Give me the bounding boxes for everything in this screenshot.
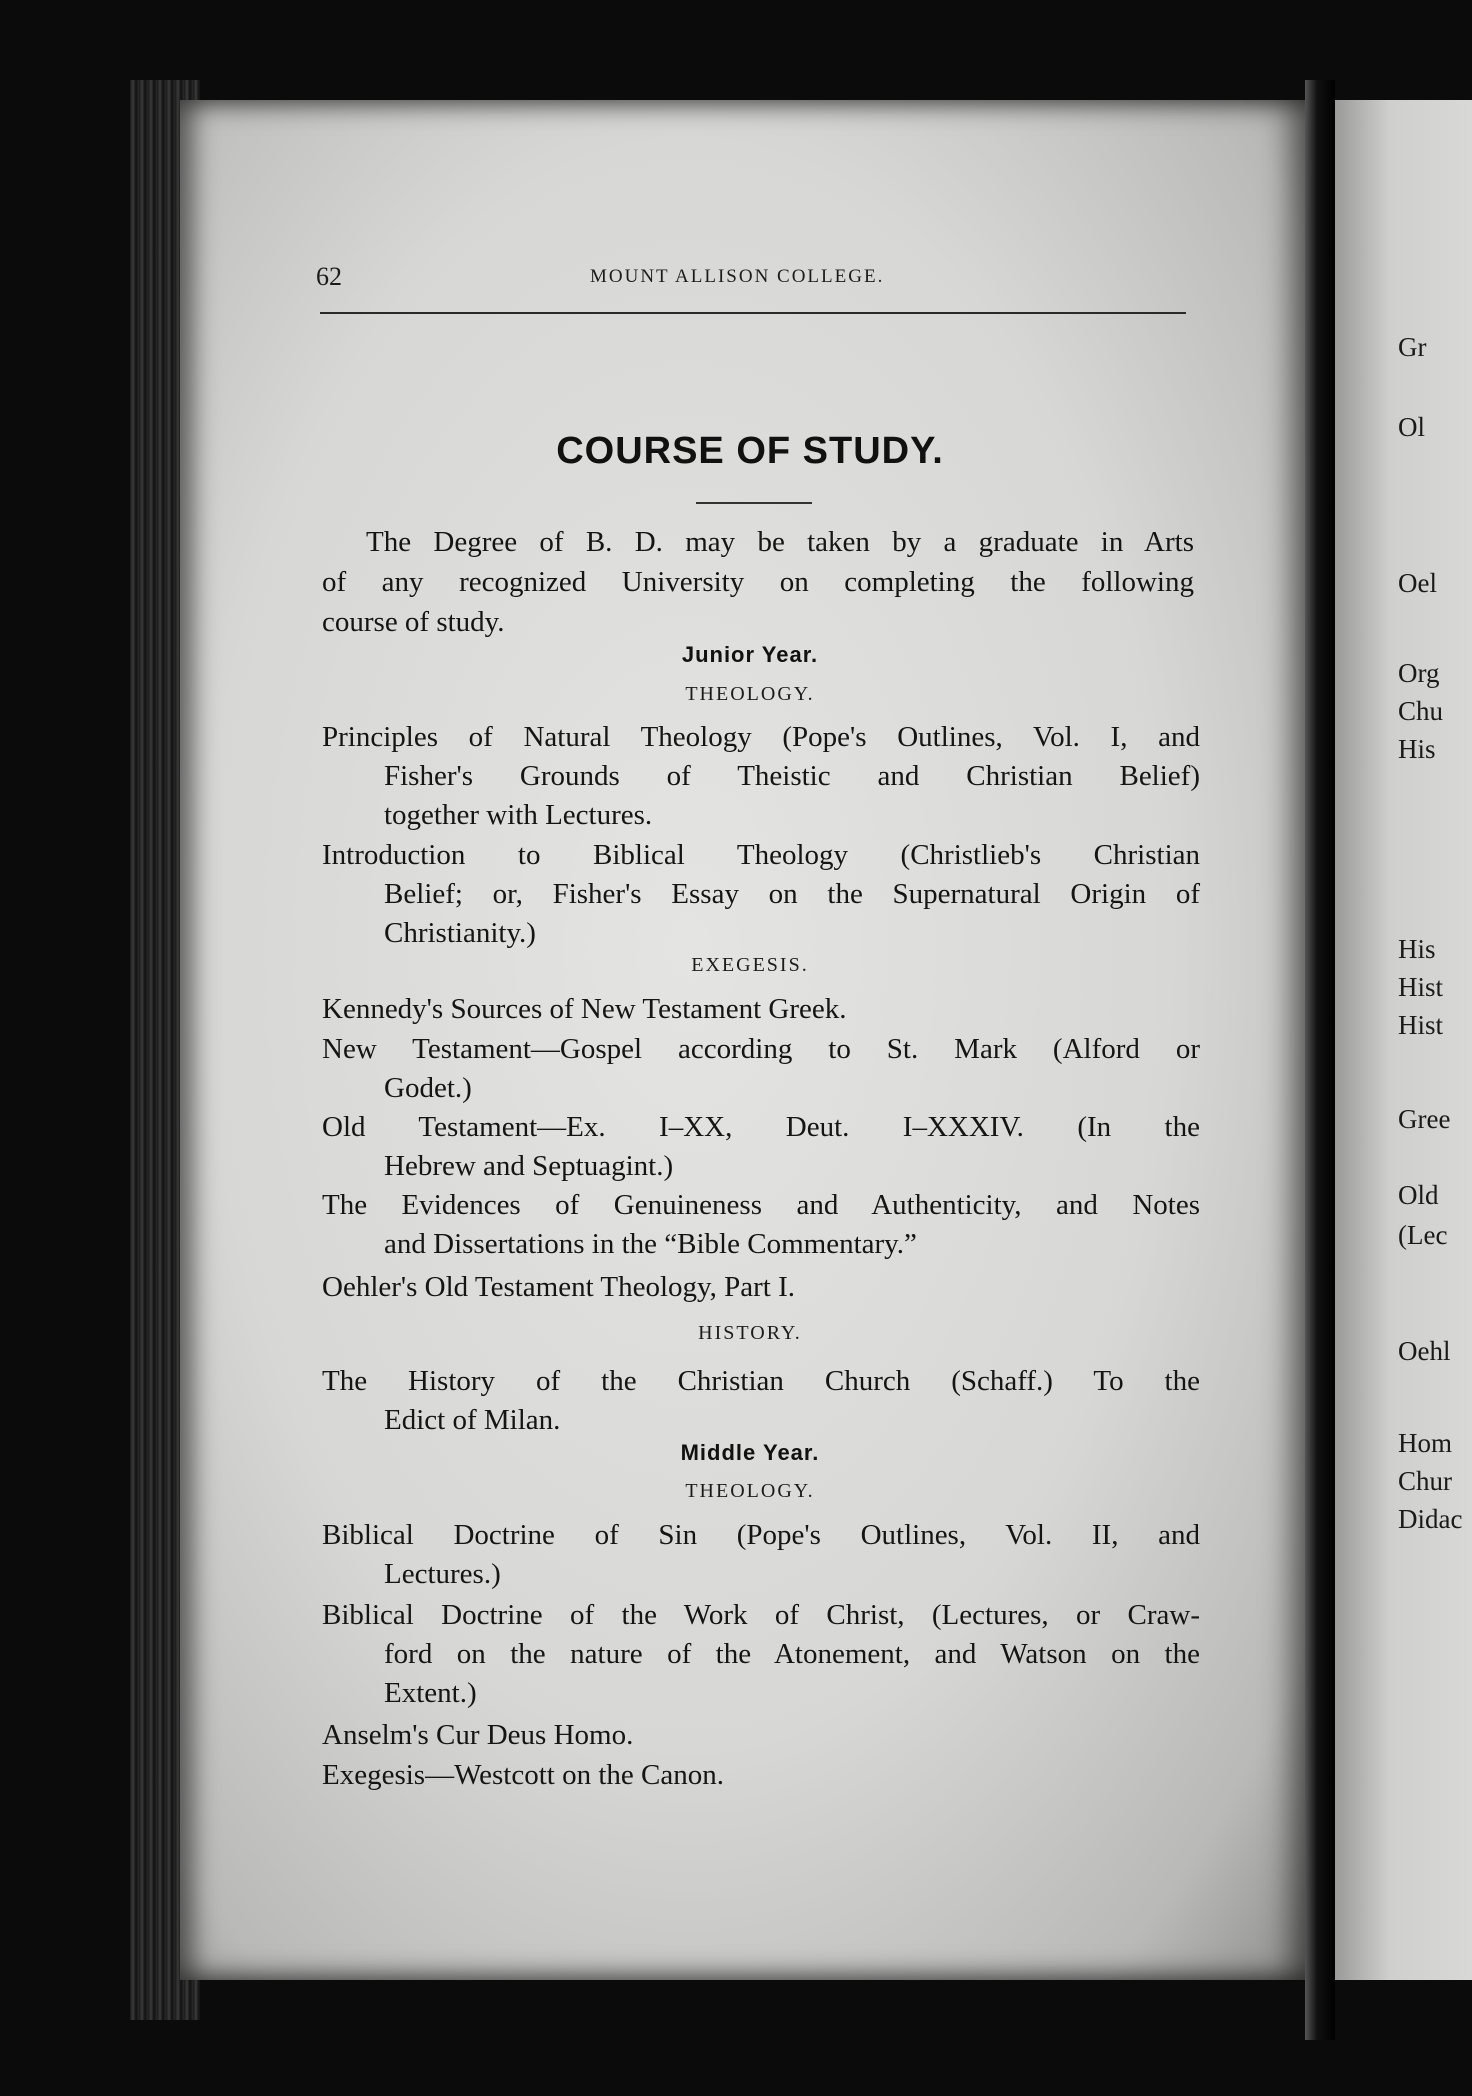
junior-exegesis-heading: EXEGESIS.: [691, 954, 809, 976]
running-head: [316, 262, 1186, 292]
entry-line: Anselm's Cur Deus Homo.: [322, 1719, 634, 1751]
intro-line: The Degree of B. D. may be taken by a graduate in Arts: [366, 526, 1194, 558]
header-rule: [320, 312, 1186, 314]
course-entry: [322, 836, 1200, 953]
course-entry: [322, 1716, 1200, 1755]
middle-year-heading: Middle Year.: [680, 1440, 820, 1465]
entry-line: Fisher's Grounds of Theistic and Christian Belief): [384, 760, 1200, 792]
course-entry: [322, 1596, 1200, 1713]
facing-page-fragment: Chu: [1398, 696, 1444, 726]
entry-line: Oehler's Old Testament Theology, Part I.: [322, 1271, 796, 1303]
entry-line: ford on the nature of the Atonement, and Watson on the: [384, 1638, 1200, 1670]
facing-page-fragment: (Lec: [1398, 1220, 1448, 1250]
entry-line: The History of the Christian Church (Schaff.) To the: [322, 1365, 1200, 1397]
entry-line: Biblical Doctrine of the Work of Christ, (Lectures, or Craw-: [322, 1599, 1200, 1631]
facing-page-fragment: Hist: [1398, 1010, 1444, 1040]
facing-page-fragment: Ol: [1398, 412, 1425, 442]
entry-line: Belief; or, Fisher's Essay on the Supernatural Origin of: [384, 878, 1200, 910]
entry-line: The Evidences of Genuineness and Authenticity, and Notes: [322, 1189, 1200, 1221]
course-entry: [322, 1030, 1200, 1108]
facing-page-fragment: Oel: [1398, 568, 1437, 598]
course-entry: [322, 1516, 1200, 1594]
intro-paragraph: [322, 522, 1194, 642]
entry-line: Exegesis—Westcott on the Canon.: [322, 1759, 724, 1791]
middle-theology-heading: THEOLOGY.: [685, 1480, 815, 1502]
facing-page-fragment: Old: [1398, 1180, 1439, 1210]
entry-line: Edict of Milan.: [384, 1404, 561, 1436]
intro-line: of any recognized University on completing the following: [322, 566, 1194, 598]
entry-line: Christianity.): [384, 917, 536, 949]
facing-page-fragment: Oehl: [1398, 1336, 1451, 1366]
entry-line: and Dissertations in the “Bible Commentary.”: [384, 1228, 917, 1260]
course-entry: [322, 1362, 1200, 1440]
facing-page-fragment: Hist: [1398, 972, 1444, 1002]
entry-line: Hebrew and Septuagint.): [384, 1150, 674, 1182]
course-entry: [322, 1186, 1200, 1264]
facing-page-fragment: Chur: [1398, 1466, 1452, 1496]
course-entry: [322, 1756, 1200, 1795]
entry-line: Old Testament—Ex. I–XX, Deut. I–XXXIV. (In the: [322, 1111, 1200, 1143]
entry-line: together with Lectures.: [384, 799, 653, 831]
course-entry: [322, 718, 1200, 835]
junior-year-heading: Junior Year.: [681, 642, 819, 667]
entry-line: Godet.): [384, 1072, 472, 1104]
entry-line: Introduction to Biblical Theology (Christlieb's Christian: [322, 839, 1200, 871]
entry-line: Principles of Natural Theology (Pope's Outlines, Vol. I, and: [322, 721, 1200, 753]
book-gutter: [1305, 80, 1335, 2040]
page-title: COURSE OF STUDY.: [556, 430, 944, 472]
entry-line: Lectures.): [384, 1558, 501, 1590]
entry-line: Kennedy's Sources of New Testament Greek.: [322, 993, 847, 1025]
entry-line: Extent.): [384, 1677, 477, 1709]
facing-page-fragment: Hom: [1398, 1428, 1452, 1458]
course-entry: [322, 990, 1200, 1029]
junior-history-heading: HISTORY.: [698, 1322, 802, 1344]
running-title: MOUNT ALLISON COLLEGE.: [590, 266, 885, 287]
facing-page-fragment: Didac: [1398, 1504, 1463, 1534]
course-entry: [322, 1108, 1200, 1186]
facing-page-fragment: His: [1398, 934, 1436, 964]
facing-page-fragment: Gr: [1398, 332, 1427, 362]
entry-line: New Testament—Gospel according to St. Mark (Alford or: [322, 1033, 1200, 1065]
page-number: 62: [316, 262, 342, 291]
intro-line: course of study.: [322, 606, 505, 638]
junior-theology-heading: THEOLOGY.: [685, 683, 815, 705]
title-rule: [696, 502, 812, 504]
entry-line: Biblical Doctrine of Sin (Pope's Outlines, Vol. II, and: [322, 1519, 1200, 1551]
course-entry: [322, 1268, 1200, 1307]
facing-page-fragment: His: [1398, 734, 1436, 764]
facing-page-fragment: Gree: [1398, 1104, 1451, 1134]
facing-page-fragment: Org: [1398, 658, 1440, 688]
